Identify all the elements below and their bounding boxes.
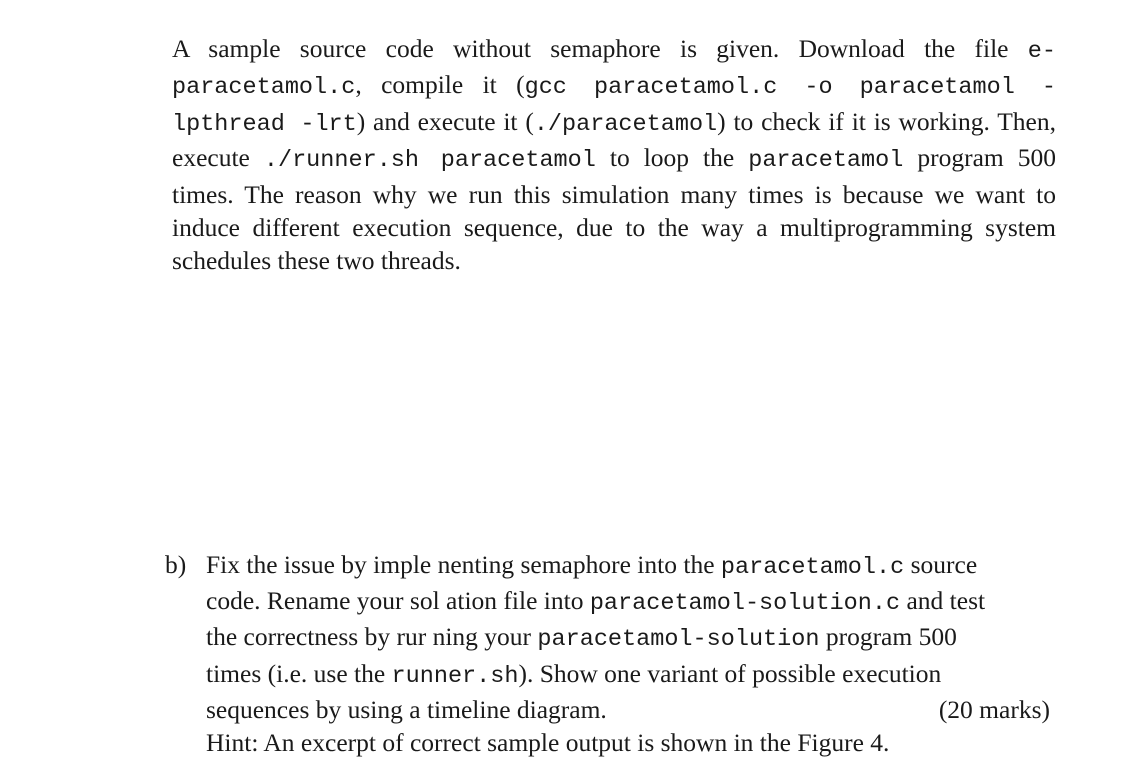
part-b-hint: Hint: An excerpt of correct sample output is shown in the Figure 4. [206, 728, 890, 758]
part-b-line-4 [206, 657, 1056, 693]
part-a-text-3: ) and execute it ( [356, 106, 534, 136]
part-b-line-2 [206, 584, 1056, 620]
part-b-line-2-text-a: code. Rename your sol ation file into [206, 586, 590, 616]
part-a-text-6: program 500 times. The reason why we run this simulation many times is because we want to induce different execution sequence, due to the way a multiprogramming system schedules these two threads. [172, 143, 1057, 276]
part-b-marks: (20 marks) [938, 694, 1050, 724]
part-b-line-5 [206, 693, 1056, 726]
part-b-line-1 [206, 548, 1056, 584]
part-b-code-solution-program: paracetamol-solution [537, 626, 820, 654]
part-b-line-4-text [206, 657, 941, 693]
part-b-line-1-text-a: Fix the issue by imple nenting semaphore into the [206, 550, 721, 579]
part-b-line-3-text-b: program 500 [819, 622, 957, 652]
part-b-line-3 [206, 620, 1056, 656]
part-a-text-4: ) to check if it is working. Then, execute [172, 106, 1056, 173]
part-a-code-runner-command: ./runner.sh paracetamol [263, 147, 596, 175]
part-b-line-2-text-b: and test [900, 586, 986, 616]
part-b-line-4-text-b: ). Show one variant of possible execution [518, 658, 942, 688]
part-a-paragraph [172, 32, 1056, 278]
part-b-code-solution-file: paracetamol-solution.c [589, 590, 901, 618]
part-b-code-source-file: paracetamol.c [720, 554, 905, 581]
part-a-code-execute-command: ./paracetamol [533, 110, 718, 138]
part-b-line-3-text [206, 620, 957, 656]
part-a-text-5: to loop the [595, 143, 749, 173]
part-b-line-3-text-a: the correctness by rur ning your [206, 622, 538, 652]
part-b-label: b) [165, 550, 187, 579]
part-b-paragraph [206, 548, 1056, 759]
part-b-line-5-text: sequences by using a timeline diagram. [206, 694, 607, 724]
part-a-code-filename: e-paracetamol.c [172, 38, 1056, 102]
part-b-line-1-text-b: source [904, 550, 978, 579]
part-b-code-runner: runner.sh [391, 662, 519, 690]
part-b-line-1-text [206, 548, 977, 584]
part-a-text-1: A sample source code without semaphore is given. Download the file [172, 34, 1028, 63]
part-a-code-compile-command: gcc paracetamol.c -o paracetamol -lpthread -lrt [172, 74, 1056, 138]
part-a-text-2: , compile it ( [355, 70, 525, 100]
part-a-code-program-name: paracetamol [748, 147, 904, 175]
part-b-line-2-text [206, 584, 985, 620]
part-b-line-4-text-a: times (i.e. use the [206, 658, 392, 688]
